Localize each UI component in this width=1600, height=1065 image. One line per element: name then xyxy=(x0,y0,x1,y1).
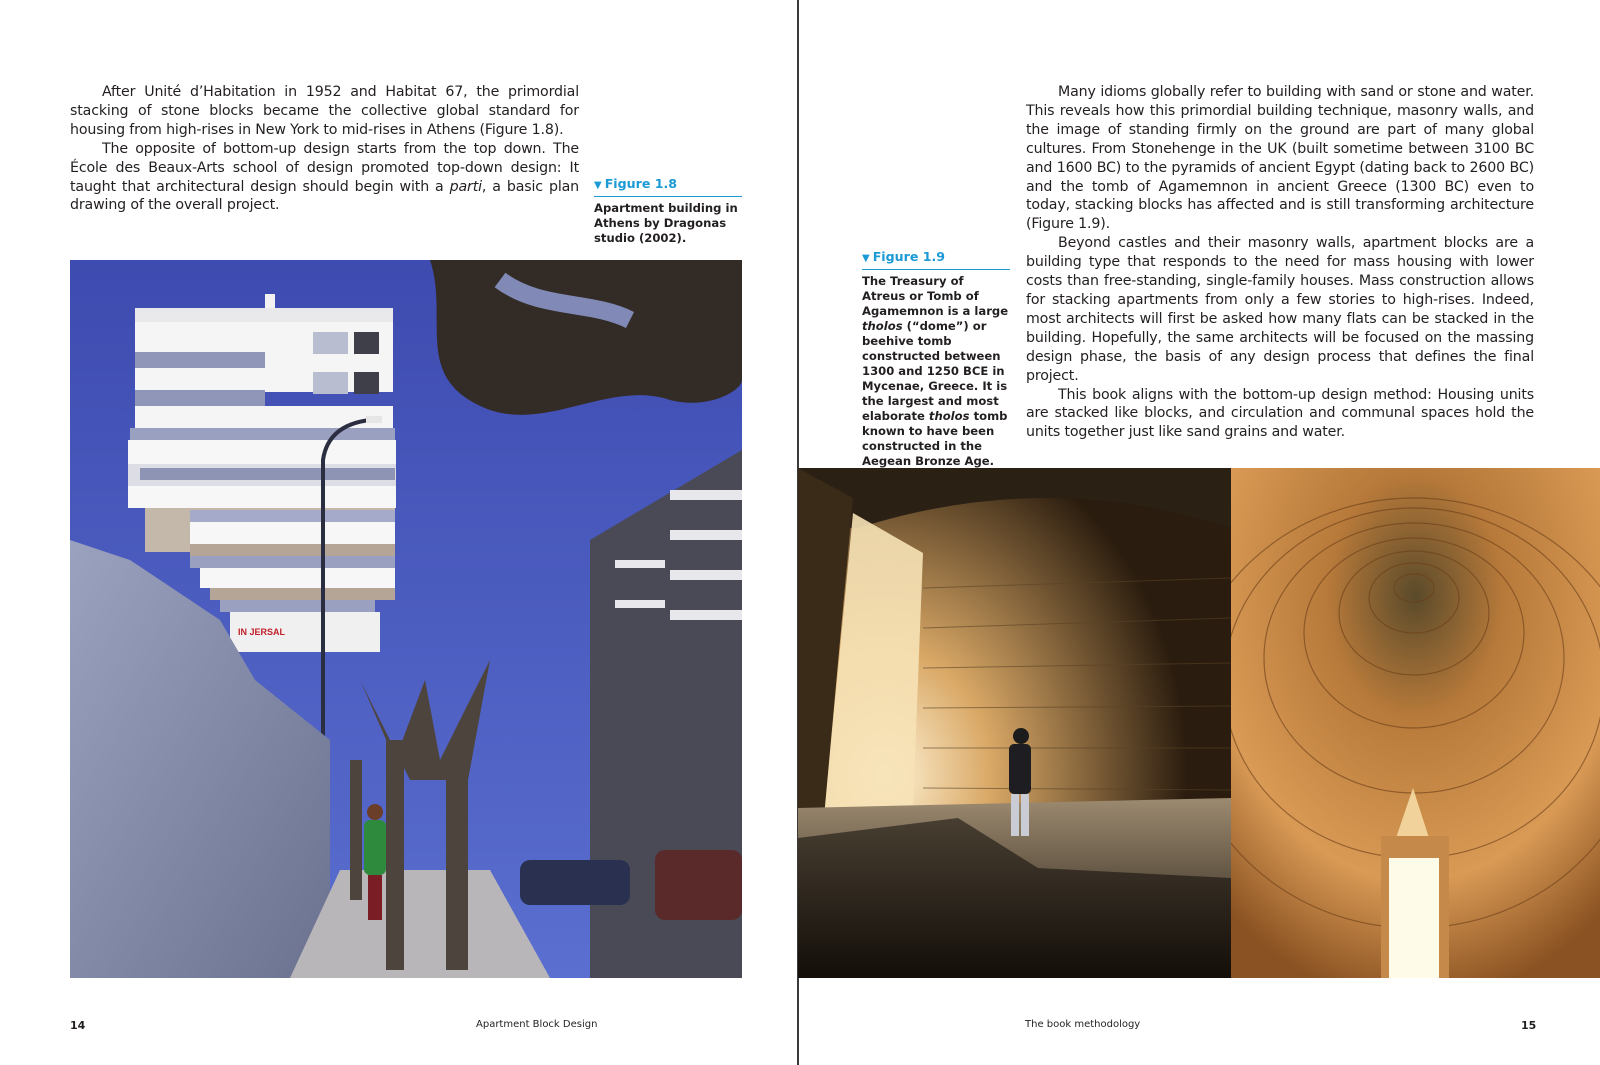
figure-label xyxy=(862,249,1010,270)
left-paragraph-1 xyxy=(70,83,579,140)
left-page xyxy=(0,0,797,1065)
left-body-text xyxy=(70,83,579,215)
figure-1-8-caption xyxy=(594,176,742,246)
running-head-left: Apartment Block Design xyxy=(476,1019,598,1030)
paragraph-text: The opposite of bottom-up design starts from the top down. The École des Beaux-Arts school of design promoted top-down design: It taught that architectural design should begin with a xyxy=(70,140,579,195)
figure-1-8-photo xyxy=(70,260,742,978)
italic-term: parti xyxy=(449,178,482,195)
triangle-down-icon: ▼ xyxy=(594,180,602,191)
figure-1-9-photo-interior xyxy=(798,468,1231,978)
athens-building-illustration xyxy=(70,260,742,978)
caption-text: Apartment building in Athens by Dragonas studio (2002). xyxy=(594,201,738,245)
paragraph-text: After Unité d’Habitation in 1952 and Habitat 67, the primordial stacking of stone blocks became the collective global standard for housing from high-rises in New York to mid-rises in Athens (Figure 1.8). xyxy=(70,84,579,138)
figure-1-9-photo-dome xyxy=(1231,468,1600,978)
caption-segment: The Treasury of Atreus or Tomb of Agamemnon is a large xyxy=(862,274,1009,318)
caption-segment: (“dome”) or beehive tomb constructed between 1300 and 1250 BCE in Mycenae, Greece. It is the largest and most elaborate xyxy=(862,319,1008,423)
tomb-dome-illustration xyxy=(1231,468,1600,978)
page-number-right: 15 xyxy=(1521,1019,1537,1032)
caption-segment: tomb known to have been constructed in the Aegean Bronze Age. xyxy=(862,409,1008,468)
page-number-left: 14 xyxy=(70,1019,86,1032)
figure-label xyxy=(594,176,742,197)
right-paragraph-3: This book aligns with the bottom-up design method: Housing units are stacked like blocks, and circulation and communal spaces hold the units together just like sand grains and water. xyxy=(1026,386,1534,441)
figure-1-9-caption xyxy=(862,249,1010,469)
tomb-interior-illustration xyxy=(798,468,1231,978)
triangle-down-icon: ▼ xyxy=(862,253,870,264)
running-head-right: The book methodology xyxy=(1025,1019,1141,1030)
right-body-text xyxy=(1026,83,1534,442)
caption-italic-term: tholos xyxy=(862,319,903,333)
caption-text xyxy=(862,274,1008,468)
caption-italic-term: tholos xyxy=(928,409,970,423)
person-green-coat xyxy=(364,820,386,875)
figure-number: Figure 1.9 xyxy=(872,249,946,264)
figure-number: Figure 1.8 xyxy=(604,176,678,191)
paragraph-text: , a basic plan drawing of the overall project. xyxy=(70,178,579,214)
svg-text:IN JERSAL: IN JERSAL xyxy=(238,627,286,637)
left-paragraph-2 xyxy=(70,140,579,216)
right-paragraph-2: Beyond castles and their masonry walls, apartment blocks are a building type that responds to the need for mass housing with lower costs than free-standing, single-family houses. Mass construction allows for stacking apartments from only a few stories to high-rises. Indeed, most architects will first be asked how many flats can be stacked in the building. Hopefully, the same architects will be focused on the massing design phase, the basis of any design process that defines the final project. xyxy=(1026,235,1534,384)
right-paragraph-1: Many idioms globally refer to building with sand or stone and water. This reveals how this primordial building technique, masonry walls, and the image of standing firmly on the ground are part of many global cultures. From Stonehenge in the UK (built sometime between 3100 BC and 1600 BC) to the pyramids of ancient Egypt (dating back to 2600 BC) and the tomb of Agamemnon in ancient Greece (1300 BC) even to today, stacking blocks has affected and is still transforming architecture (Figure 1.9). xyxy=(1026,84,1534,233)
